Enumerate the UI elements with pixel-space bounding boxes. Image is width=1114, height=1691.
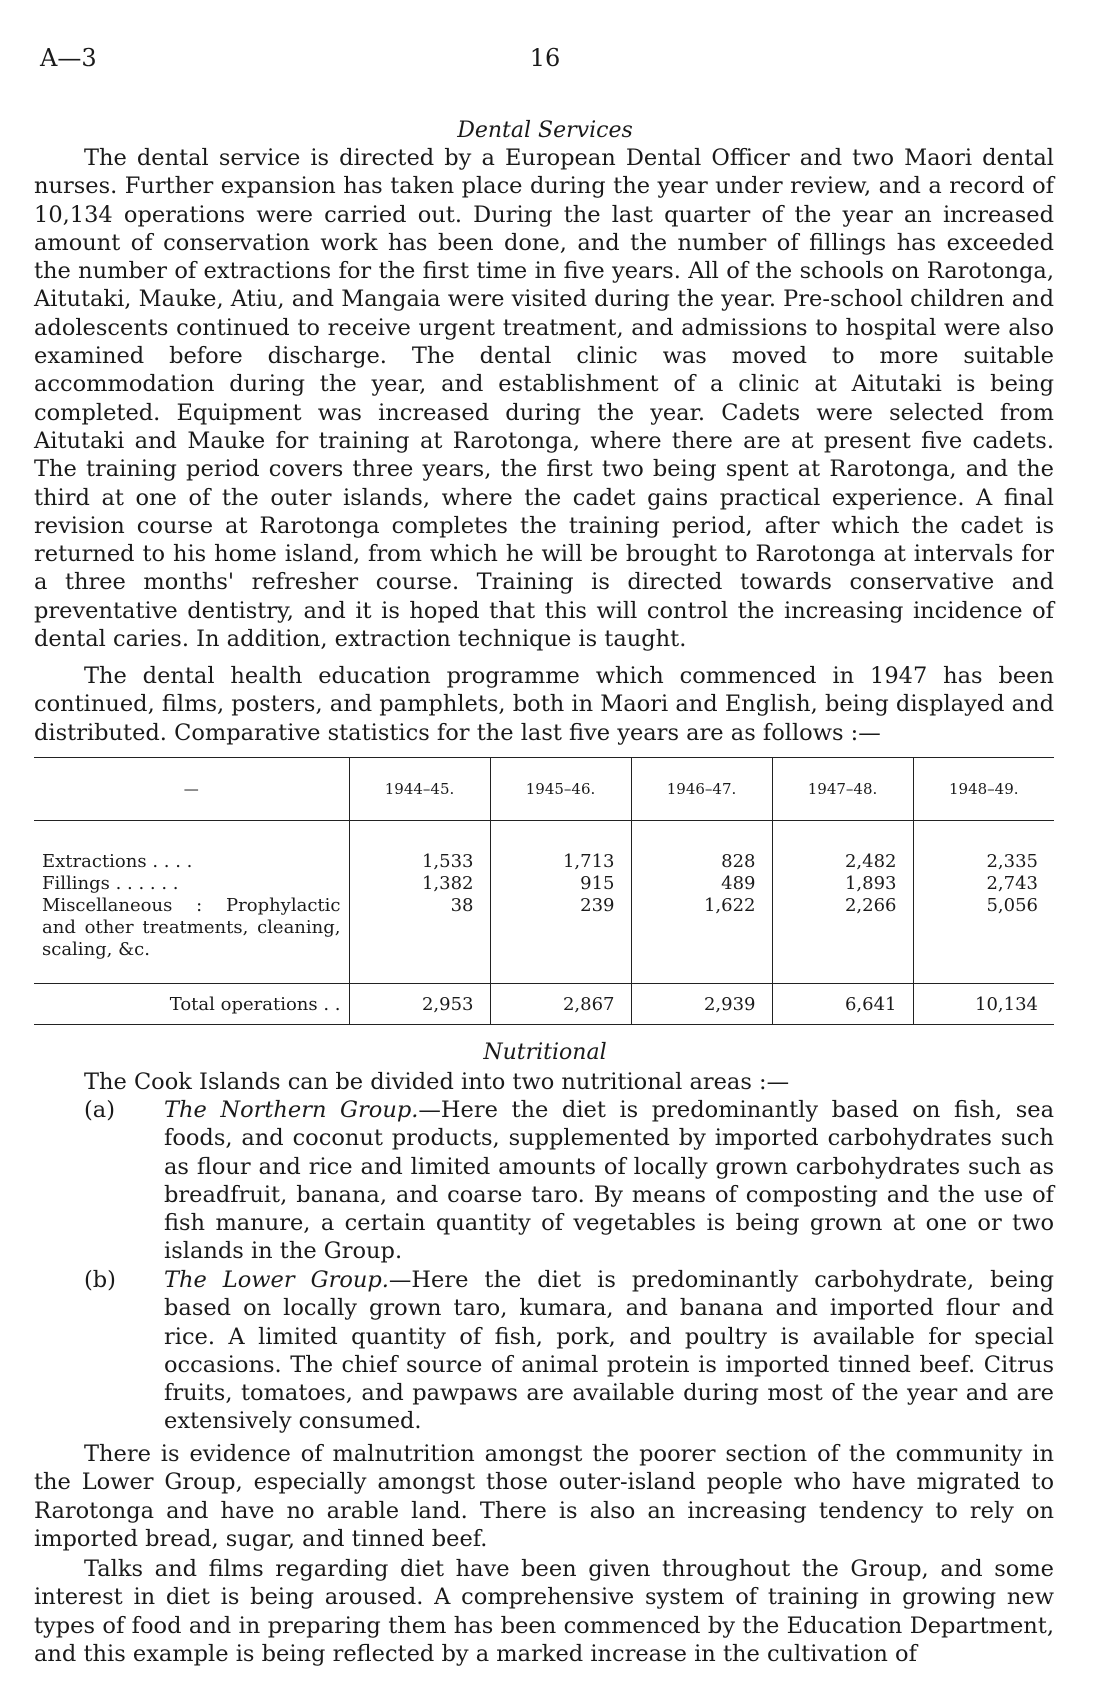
list-item xyxy=(84,1266,1054,1436)
table-cell: 1,893 xyxy=(844,873,897,894)
table-cell: 1,533 xyxy=(421,851,474,872)
list-item-text: —Here the diet is predominantly based on fish, sea foods, and coconut products, supplemented by imported carbohydrates such as flour and rice and limited amounts of locally grown carbohydrates such as breadfruit, banana, and coarse taro. By means of composting and the use of fish manure, a certain quantity of vegetables is being grown at one or two islands in the Group. xyxy=(164,1097,1054,1265)
row-labels-cell xyxy=(34,821,349,984)
total-cell: 6,641 xyxy=(772,984,913,1025)
row-label: Extractions . . . . xyxy=(42,851,193,872)
list-item xyxy=(84,1096,1054,1266)
list-item-text: —Here the diet is predominantly carbohydrate, being based on locally grown taro, kumara, and banana and imported flour and rice. A limited quantity of fish, pork, and poultry is available for special occasions. The chief source of animal protein is imported tinned beef. Citrus fruits, tomatoes, and pawpaws are available during most of the year and are extensively consumed. xyxy=(164,1267,1054,1435)
table-cell: 915 xyxy=(580,873,615,894)
table-cell: 38 xyxy=(450,895,474,916)
column-header: 1947–48. xyxy=(772,758,913,821)
table-cell: 1,382 xyxy=(421,873,474,894)
column-header: 1946–47. xyxy=(631,758,772,821)
table-header-row xyxy=(34,758,1054,821)
total-label: Total operations . . xyxy=(34,984,349,1025)
dental-paragraph-2: The dental health education programme which commenced in 1947 has been continued, films, posters, and pamphlets, both in Maori and English, being displayed and distributed. Comparative statistics for the last five years are as follows :— xyxy=(34,663,1054,746)
table-corner: — xyxy=(34,758,349,821)
row-label: Fillings . . . . . . xyxy=(42,873,179,894)
row-label: Miscellaneous : Prophylactic and other treatments, cleaning, scaling, &c. xyxy=(42,895,341,960)
table-cell: 2,335 xyxy=(986,851,1038,872)
document-reference: A—3 xyxy=(40,44,97,72)
table-cell: 2,266 xyxy=(844,895,897,916)
values-cell xyxy=(913,821,1054,984)
page-number: 16 xyxy=(529,44,561,72)
total-cell: 2,939 xyxy=(631,984,772,1025)
table-cell: 239 xyxy=(580,895,615,916)
dental-paragraph-1: The dental service is directed by a European Dental Officer and two Maori dental nurses. Further expansion has taken place during the year under review, and a record of 10,134 operations were carried out. During the last quarter of the year an increased amount of conservation work has been done, and the number of fillings has exceeded the number of extractions for the first time in five years. All of the schools on Rarotonga, Aitutaki, Mauke, Atiu, and Mangaia were visited during the year. Pre-school children and adolescents continued to receive urgent treatment, and admissions to hospital were also examined before discharge. The dental clinic was moved to more suitable accommodation during the year, and establishment of a clinic at Aitutaki is being completed. Equipment was increased during the year. Cadets were selected from Aitutaki and Mauke for training at Rarotonga, where there are at present five cadets. The training period covers three years, the first two being spent at Rarotonga, and the third at one of the outer islands, where the cadet gains practical experience. A final revision course at Rarotonga completes the training period, after which the cadet is returned to his home island, from which he will be brought to Rarotonga at intervals for a three months' refresher course. Training is directed towards conservative and preventative dentistry, and it is hoped that this will control the increasing incidence of dental caries. In addition, extraction technique is taught. xyxy=(34,145,1054,653)
values-cell xyxy=(349,821,490,984)
section-title-dental: Dental Services xyxy=(457,118,633,143)
section-title-nutritional: Nutritional xyxy=(483,1040,607,1065)
table-cell: 1,622 xyxy=(703,895,756,916)
table-body-row xyxy=(34,821,1054,984)
column-header: 1948–49. xyxy=(913,758,1054,821)
dental-statistics-table xyxy=(34,757,1054,1025)
nutritional-paragraph-2: Talks and films regarding diet have been given throughout the Group, and some interest in diet is being aroused. A comprehensive system of training in growing new types of food and in preparing them has been commenced by the Education Department, and this example is being reflected by a marked increase in the cultivation of xyxy=(34,1556,1054,1667)
column-header: 1945–46. xyxy=(490,758,631,821)
table-cell: 5,056 xyxy=(986,895,1038,916)
values-cell xyxy=(490,821,631,984)
total-cell: 10,134 xyxy=(913,984,1054,1025)
nutritional-paragraph-1: There is evidence of malnutrition amongst the poorer section of the community in the Lower Group, especially amongst those outer-island people who have migrated to Rarotonga and have no arable land. There is also an increasing tendency to rely on imported bread, sugar, and tinned beef. xyxy=(34,1441,1054,1552)
table-cell: 2,482 xyxy=(844,851,897,872)
total-cell: 2,867 xyxy=(490,984,631,1025)
total-cell: 2,953 xyxy=(349,984,490,1025)
table-cell: 1,713 xyxy=(562,851,615,872)
values-cell xyxy=(631,821,772,984)
list-item-lead: The Lower Group. xyxy=(164,1267,389,1293)
list-marker: (b) xyxy=(84,1267,116,1293)
table-cell: 489 xyxy=(721,873,756,894)
table-total-row xyxy=(34,984,1054,1025)
list-item-lead: The Northern Group. xyxy=(164,1097,419,1123)
values-cell xyxy=(772,821,913,984)
list-marker: (a) xyxy=(84,1097,115,1123)
nutritional-intro: The Cook Islands can be divided into two nutritional areas :— xyxy=(84,1069,790,1095)
table-cell: 2,743 xyxy=(986,873,1038,894)
column-header: 1944–45. xyxy=(349,758,490,821)
table-cell: 828 xyxy=(721,851,756,872)
